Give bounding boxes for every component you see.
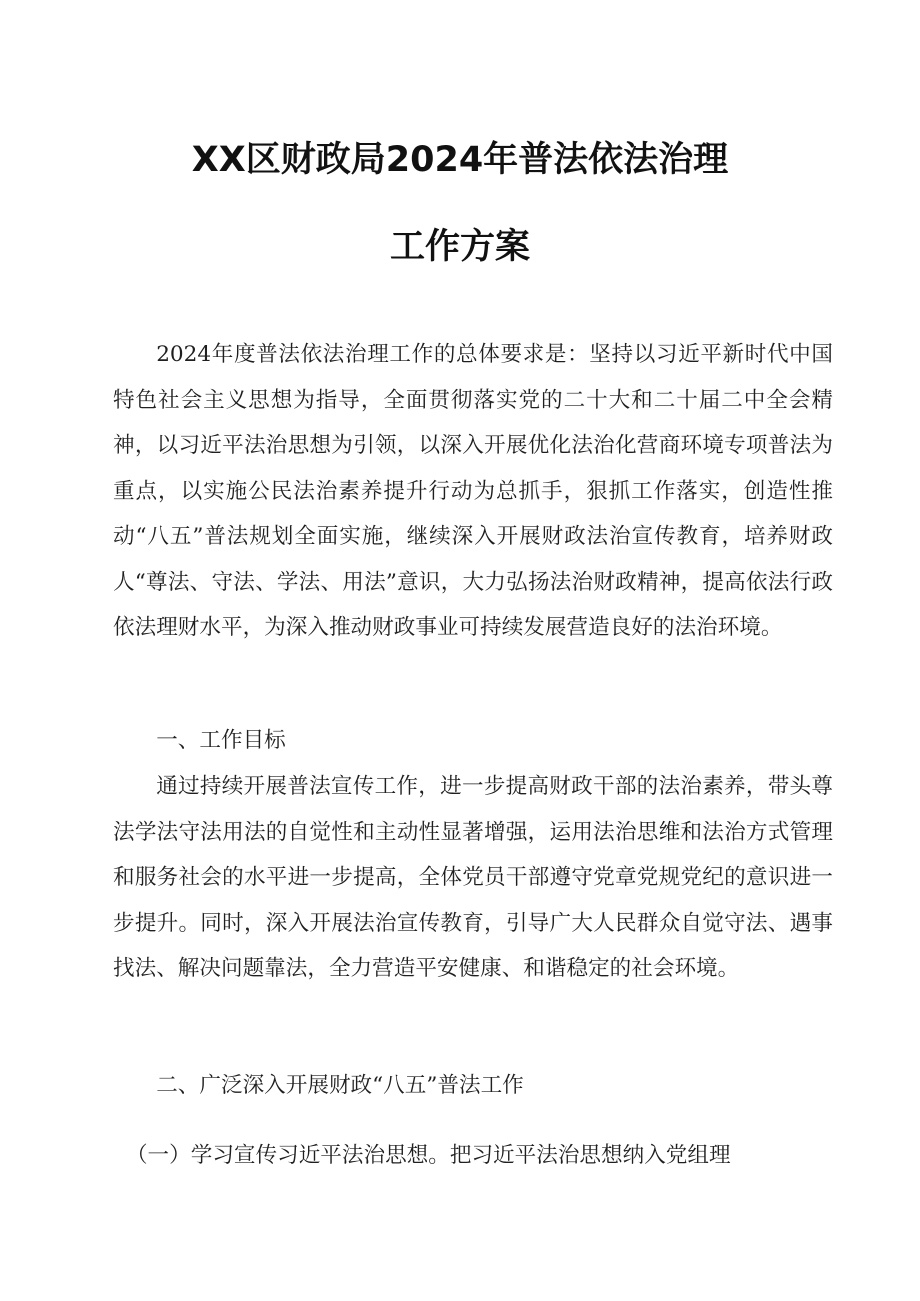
document-title-line-1: XX区财政局2024年普法依法治理 — [191, 140, 729, 180]
document-title-line-2: 工作方案 — [389, 227, 530, 267]
section-1-heading — [113, 718, 833, 764]
intro-paragraph — [113, 332, 833, 651]
section-2-heading-text: 二、广泛深入开展财政“八五”普法工作 — [156, 1073, 524, 1098]
intro-text: 2024年度普法依法治理工作的总体要求是：坚持以习近平新时代中国特色社会主义思想为指导，全面贯彻落实党的二十大和二十届二中全会精神，以习近平法治思想为引领，以深入开展优化法治化营商环境专项普法为重点，以实施公民法治素养提升行动为总抓手，狠抓工作落实，创造性推动“八五”普法规划全面实施，继续深入开展财政法治宣传教育，培养财政人“尊法、守法、学法、用法”意识，大力弘扬法治财政精神，提高依法行政依法理财水平，为深入推动财政事业可持续发展营造良好的法治环境。 — [113, 342, 833, 640]
subsection-1-paragraph — [113, 1133, 833, 1179]
section-1-paragraph — [113, 764, 833, 992]
subsection-1-text: （一）学习宣传习近平法治思想。把习近平法治思想纳入党组理 — [125, 1143, 731, 1168]
section-1-heading-text: 一、工作目标 — [156, 728, 286, 753]
section-2-heading — [113, 1063, 833, 1109]
section-1-text: 通过持续开展普法宣传工作，进一步提高财政干部的法治素养，带头尊法学法守法用法的自觉性和主动性显著增强，运用法治思维和法治方式管理和服务社会的水平进一步提高，全体党员干部遵守党章党规党纪的意识进一步提升。同时，深入开展法治宣传教育，引导广大人民群众自觉守法、遇事找法、解决问题靠法，全力营造平安健康、和谐稳定的社会环境。 — [113, 774, 833, 981]
